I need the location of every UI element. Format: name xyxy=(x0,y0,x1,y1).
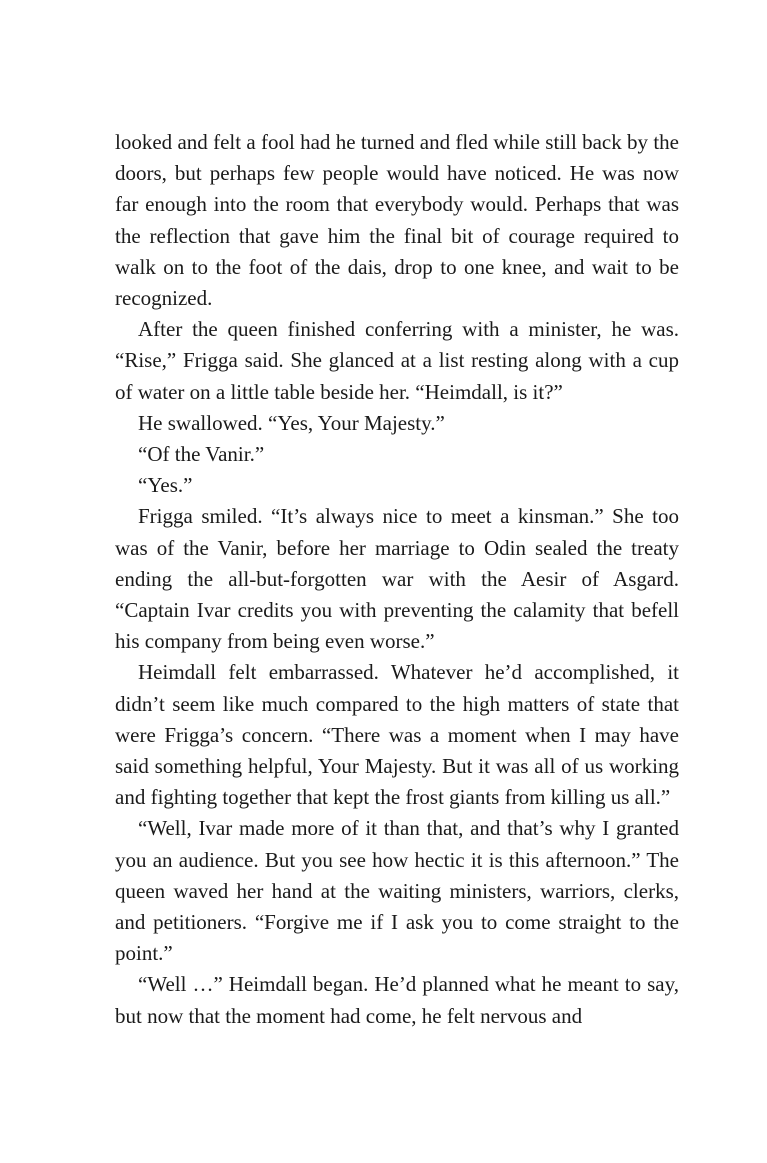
paragraph: Frigga smiled. “It’s always nice to meet a kinsman.” She too was of the Vanir, before her marriage to Odin sealed the treaty ending the all-but-forgotten war with the Aesir of Asgard. “Captain Ivar credits you with preventing the calamity that befell his company from being even worse.” xyxy=(115,504,679,654)
paragraph: After the queen finished conferring with a minister, he was. “Rise,” Frigga said. She glanced at a list resting along with a cup of water on a little table beside her. “Heimdall, is it?” xyxy=(115,317,679,404)
paragraph: “Yes.” xyxy=(138,473,193,498)
paragraph: “Of the Vanir.” xyxy=(138,442,265,467)
paragraph: looked and felt a fool had he turned and fled while still back by the doors, but perhaps few people would have noticed. He was now far enough into the room that everybody would. Perhaps that was the reflection that gave him the final bit of courage required to walk on to the foot of the dais, drop to one knee, and wait to be recognized. xyxy=(115,130,679,311)
paragraph: “Well, Ivar made more of it than that, and that’s why I granted you an audience. But you see how hectic it is this afternoon.” The queen waved her hand at the waiting ministers, warriors, clerks, and petitioners. “Forgive me if I ask you to come straight to the point.” xyxy=(115,816,679,966)
body-text xyxy=(115,127,679,1032)
paragraph: He swallowed. “Yes, Your Majesty.” xyxy=(138,410,445,435)
paragraph: Heimdall felt embarrassed. Whatever he’d accomplished, it didn’t seem like much compared to the high matters of state that were Frigga’s concern. “There was a moment when I may have said something helpful, Your Majesty. But it was all of us working and fighting together that kept the frost giants from killing us all.” xyxy=(115,660,679,810)
paragraph: “Well …” Heimdall began. He’d planned what he meant to say, but now that the moment had come, he felt nervous and xyxy=(115,972,679,1028)
